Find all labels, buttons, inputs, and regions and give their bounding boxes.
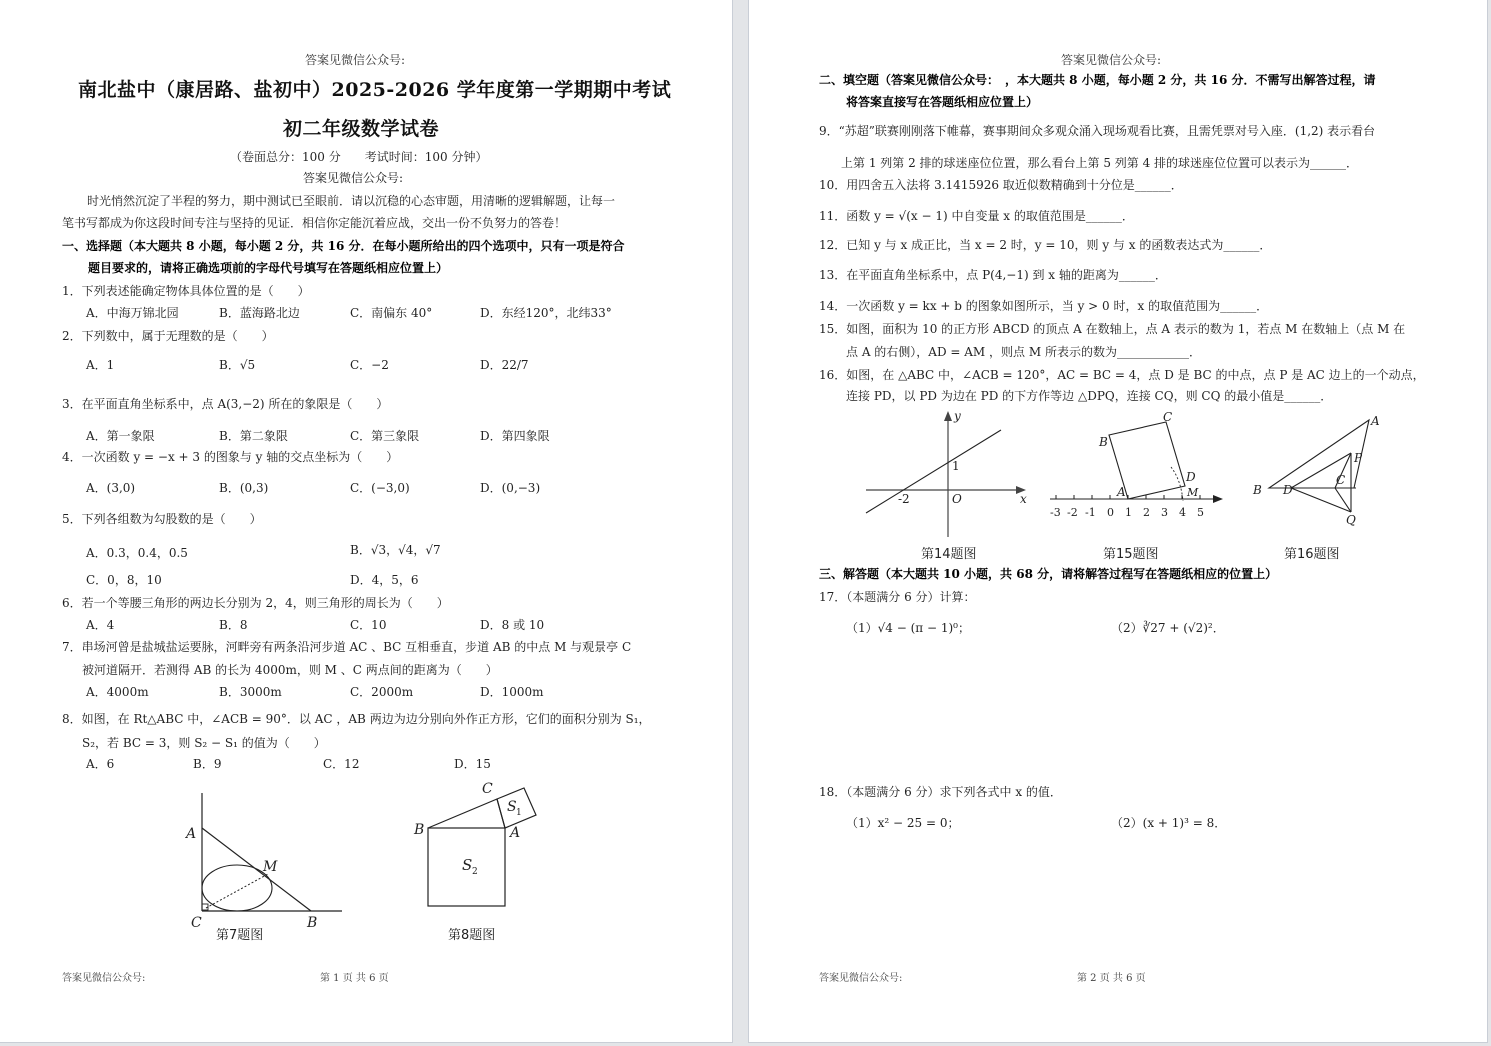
exam-meta: （卷面总分：100 分 考试时间：100 分钟） <box>230 150 488 164</box>
question-stem: 16．如图，在 △ABC 中，∠ACB = 120°，AC = BC = 4，点 D 是 BC 的中点，点 P 是 AC 边上的一个动点， <box>819 368 1425 382</box>
question-stem: 3．在平面直角坐标系中，点 A(3,−2) 所在的象限是（ ） <box>62 397 389 411</box>
figure-caption: 第14题图 <box>921 547 977 562</box>
question-stem: 4．一次函数 y = −x + 3 的图象与 y 轴的交点坐标为（ ） <box>62 450 399 464</box>
label-C: C <box>482 781 493 797</box>
svg-text:-3: -3 <box>1050 506 1061 519</box>
label-S1: S <box>507 799 517 815</box>
tick-1: 1 <box>952 459 960 473</box>
sub-question: （1）√4 − (π − 1)⁰； <box>846 621 970 635</box>
question-stem: 6．若一个等腰三角形的两边长分别为 2，4，则三角形的周长为（ ） <box>62 596 449 610</box>
label-S2-sub: 2 <box>472 867 478 877</box>
option: D．1000m <box>480 685 544 699</box>
label-B: B <box>307 915 318 930</box>
option: C．10 <box>350 618 387 632</box>
question-stem: 2．下列数中，属于无理数的是（ ） <box>62 329 274 343</box>
option: D．8 或 10 <box>480 618 545 632</box>
tick-neg2: -2 <box>898 492 910 506</box>
option: A．0.3，0.4，0.5 <box>86 546 188 560</box>
option: D．15 <box>454 757 491 771</box>
figure-caption: 第16题图 <box>1284 547 1340 562</box>
option: A．中海万锦北园 <box>86 306 179 320</box>
question-stem: 5．下列各组数为勾股数的是（ ） <box>62 512 262 526</box>
label-B: B <box>414 822 425 838</box>
axis-label-y: y <box>954 409 961 423</box>
page-header-secondary: 答案见微信公众号: <box>303 171 404 185</box>
intro-text: 笔书写都成为你这段时间专注与坚持的见证．相信你定能沉着应战，交出一份不负努力的答卷！ <box>62 216 567 230</box>
option: A．1 <box>86 358 115 372</box>
option: C．(−3,0) <box>350 481 410 495</box>
question-stem: 15．如图，面积为 10 的正方形 ABCD 的顶点 A 在数轴上，点 A 表示的数为 1，若点 M 在数轴上（点 M 在 <box>819 322 1406 336</box>
section-heading: 将答案直接写在答题纸相应位置上） <box>846 95 1039 109</box>
figure-14-graph <box>861 405 1031 540</box>
option: A．4 <box>86 618 115 632</box>
sub-question: （2）(x + 1)³ = 8． <box>1111 816 1227 830</box>
option: C．−2 <box>350 358 389 372</box>
figure-7-diagram <box>180 790 350 930</box>
svg-text:3: 3 <box>1161 506 1168 519</box>
figure-8-diagram <box>410 775 550 915</box>
option: B．√5 <box>219 358 256 372</box>
label-A: A <box>510 825 521 841</box>
option: C．12 <box>323 757 360 771</box>
svg-text:M: M <box>1187 486 1199 499</box>
question-stem: 被河道隔开．若测得 AB 的长为 4000m，则 M 、C 两点间的距离为（ ） <box>82 663 498 677</box>
svg-text:A: A <box>1371 414 1380 428</box>
svg-text:1: 1 <box>1125 506 1132 519</box>
option: D．22/7 <box>480 358 529 372</box>
svg-text:P: P <box>1354 451 1363 465</box>
sub-question: （1）x² − 25 = 0； <box>846 816 960 830</box>
question-stem: 12．已知 y 与 x 成正比，当 x = 2 时，y = 10，则 y 与 x 的函数表达式为______． <box>819 238 1272 252</box>
page-number: 第 1 页 共 6 页 <box>320 973 389 984</box>
option: A．第一象限 <box>86 429 155 443</box>
question-stem: 9．“苏超”联赛刚刚落下帷幕，赛事期间众多观众涌入现场观看比赛，且需凭票对号入座．(1,2) 表示看台 <box>819 124 1376 138</box>
svg-text:-1: -1 <box>1085 506 1096 519</box>
label-A: A <box>186 826 197 842</box>
option: D．第四象限 <box>480 429 550 443</box>
origin-label: O <box>952 492 962 506</box>
option: B．8 <box>219 618 248 632</box>
question-stem: 7．串场河曾是盐城盐运要脉，河畔旁有两条沿河步道 AC 、BC 互相垂直，步道 AB 的中点 M 与观景亭 C <box>62 640 632 654</box>
section-heading: 一、选择题（本大题共 8 小题，每小题 2 分，共 16 分．在每小题所给出的四个选项中，只有一项是符合 <box>62 239 625 253</box>
svg-text:Q: Q <box>1346 513 1356 527</box>
question-stem: 连接 PD，以 PD 为边在 PD 的下方作等边 △DPQ，连接 CQ，则 CQ 的最小值是______． <box>846 389 1333 403</box>
option: D．东经120°，北纬33° <box>480 306 612 320</box>
question-stem: 上第 1 列第 2 排的球迷座位位置，那么看台上第 5 列第 4 排的球迷座位位置可以表示为______． <box>841 156 1359 170</box>
option: B．第二象限 <box>219 429 288 443</box>
label-C: C <box>191 915 202 930</box>
exam-title: 南北盐中（康居路、盐初中）2025-2026 学年度第一学期期中考试 <box>78 79 672 101</box>
option: C．第三象限 <box>350 429 420 443</box>
option: C．0，8，10 <box>86 573 162 587</box>
question-stem: 1．下列表述能确定物体具体位置的是（ ） <box>62 284 310 298</box>
question-stem: 14．一次函数 y = kx + b 的图象如图所示，当 y > 0 时，x 的取值范围为______． <box>819 299 1269 313</box>
question-stem: 17．（本题满分 6 分）计算： <box>819 590 976 604</box>
svg-text:D: D <box>1186 470 1196 484</box>
page-footer-left: 答案见微信公众号: <box>62 973 146 984</box>
intro-text: 时光悄然沉淀了半程的努力，期中测试已至眼前．请以沉稳的心态审题，用清晰的逻辑解题，让每一 <box>87 194 616 208</box>
svg-text:2: 2 <box>1143 506 1150 519</box>
option: B．√3，√4，√7 <box>350 543 441 557</box>
option: B．3000m <box>219 685 282 699</box>
option: D．4，5，6 <box>350 573 419 587</box>
svg-text:-2: -2 <box>1067 506 1078 519</box>
page-header: 答案见微信公众号: <box>305 53 406 67</box>
label-S1-sub: 1 <box>516 808 522 818</box>
option: B．9 <box>193 757 222 771</box>
label-S2: S <box>462 856 473 874</box>
axis-label-x: x <box>1020 492 1027 506</box>
option: A．4000m <box>86 685 149 699</box>
question-stem: 11．函数 y = √(x − 1) 中自变量 x 的取值范围是______． <box>819 209 1134 223</box>
document-page-1 <box>0 0 733 1043</box>
sub-question: （2）∛27 + (√2)²． <box>1111 621 1225 635</box>
svg-text:C: C <box>1336 473 1346 487</box>
figure-16-diagram <box>1249 410 1389 530</box>
page-footer-left: 答案见微信公众号: <box>819 973 903 984</box>
section-heading: 题目要求的，请将正确选项前的字母代号填写在答题纸相应位置上） <box>88 261 449 275</box>
svg-text:4: 4 <box>1179 506 1186 519</box>
exam-subtitle: 初二年级数学试卷 <box>283 118 440 140</box>
question-stem: 点 A 的右侧），AD = AM ，则点 M 所表示的数为____________． <box>846 345 1201 359</box>
option: C．南偏东 40° <box>350 306 433 320</box>
figure-caption: 第8题图 <box>448 928 496 943</box>
question-stem: 18．（本题满分 6 分）求下列各式中 x 的值． <box>819 785 1062 799</box>
page-header: 答案见微信公众号: <box>1061 53 1162 67</box>
section-heading: 三、解答题（本大题共 10 小题，共 68 分，请将解答过程写在答题纸相应的位置上） <box>819 567 1278 581</box>
figure-caption: 第15题图 <box>1103 547 1159 562</box>
svg-text:D: D <box>1283 483 1293 497</box>
figure-caption: 第7题图 <box>216 928 264 943</box>
question-stem: 8．如图，在 Rt△ABC 中，∠ACB = 90°．以 AC ，AB 两边为边分别向外作正方形，它们的面积分别为 S₁， <box>62 712 651 726</box>
option: B．蓝海路北边 <box>219 306 300 320</box>
svg-text:5: 5 <box>1197 506 1204 519</box>
svg-text:0: 0 <box>1107 506 1114 519</box>
document-page-2 <box>748 0 1488 1043</box>
figure-15-diagram <box>1047 405 1227 525</box>
option: A．(3,0) <box>86 481 136 495</box>
svg-text:B: B <box>1099 435 1108 449</box>
section-heading: 二、填空题（答案见微信公众号： ，本大题共 8 小题，每小题 2 分，共 16 分．不需写出解答过程，请 <box>819 73 1376 87</box>
svg-text:A: A <box>1117 485 1126 499</box>
svg-text:B: B <box>1253 483 1262 497</box>
svg-text:C: C <box>1163 410 1173 424</box>
question-stem: 13．在平面直角坐标系中，点 P(4,−1) 到 x 轴的距离为______． <box>819 268 1167 282</box>
option: B．(0,3) <box>219 481 269 495</box>
option: C．2000m <box>350 685 414 699</box>
question-stem: S₂，若 BC = 3，则 S₂ − S₁ 的值为（ ） <box>82 736 326 750</box>
option: A．6 <box>86 757 115 771</box>
label-M: M <box>263 859 278 875</box>
option: D．(0,−3) <box>480 481 541 495</box>
question-stem: 10．用四舍五入法将 3.1415926 取近似数精确到十分位是______． <box>819 178 1183 192</box>
page-number: 第 2 页 共 6 页 <box>1077 973 1146 984</box>
